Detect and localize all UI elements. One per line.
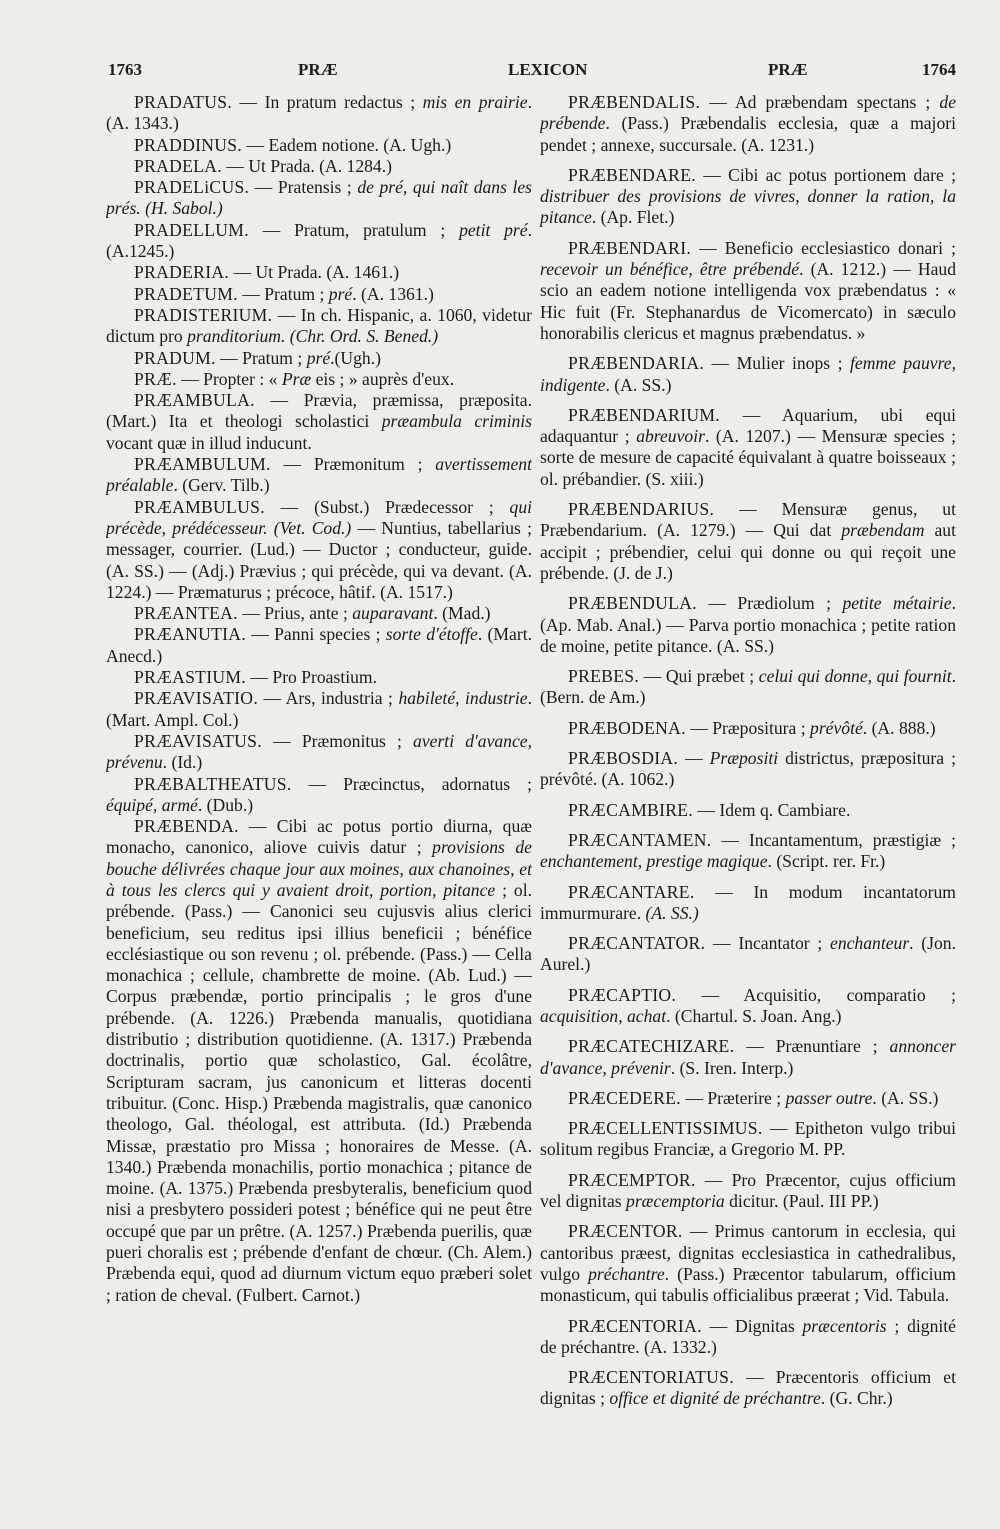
dictionary-entry xyxy=(106,156,532,177)
entry-translation: mis en prairie xyxy=(422,92,528,112)
entry-headword: PRÆCENTORIA. xyxy=(568,1315,702,1336)
entry-source: . (Jon. Aurel.) xyxy=(540,933,956,975)
entry-headword: PRÆANUTIA. xyxy=(134,624,246,645)
dictionary-entry xyxy=(540,92,956,156)
entry-translation: habileté, industrie xyxy=(398,688,528,709)
entry-source: . (Bern. de Am.) xyxy=(540,666,956,708)
dictionary-entry xyxy=(540,353,956,396)
dictionary-entry xyxy=(540,985,956,1028)
entry-definition: — Ut Prada. (A. 1461.) xyxy=(229,262,400,283)
entry-definition: — Cibi ac potus portio diurna, quæ monacho, canonico, aliove cuivis datur ; xyxy=(106,816,532,858)
entry-translation: de prébende xyxy=(540,92,956,134)
entry-source: . (Gerv. Tilb.) xyxy=(173,475,270,496)
entry-definition: — Præpositura ; xyxy=(685,717,811,738)
entry-translation: petit pré xyxy=(459,219,528,240)
dictionary-entry xyxy=(540,748,956,791)
entry-definition: — Epitheton vulgo tribui solitum regibus Franciæ, a Gregorio M. PP. xyxy=(540,1118,956,1160)
entry-translation: distribuer des provisions de vivres, donner la ration, la pitance xyxy=(540,186,956,228)
entry-translation: præbendam xyxy=(841,520,925,541)
entry-translation: petite métairie xyxy=(842,593,952,614)
entry-headword: PRÆCAMBIRE. xyxy=(568,799,694,820)
entry-definition: — Mulier inops ; xyxy=(704,353,850,374)
dictionary-entry xyxy=(106,220,532,263)
left-column xyxy=(106,92,532,1512)
entry-translation: prévôté xyxy=(810,717,863,738)
entry-definition: — Præmonitum ; xyxy=(270,454,436,475)
dictionary-entry xyxy=(106,284,532,305)
entry-translation: averti d'avance, prévenu xyxy=(106,730,532,773)
dictionary-entry xyxy=(540,1036,956,1079)
dictionary-entry xyxy=(540,1367,956,1410)
entry-definition: — xyxy=(678,748,710,769)
entry-source: districtus, præpositura ; prévôté. (A. 1062.) xyxy=(540,748,956,790)
entry-translation: annoncer d'avance, prévenir xyxy=(540,1036,956,1078)
page-header xyxy=(108,60,956,86)
entry-source: ; dignité de préchantre. (A. 1332.) xyxy=(540,1315,956,1357)
entry-source: ; ol. prébende. (Pass.) — Canonici seu cujusvis alius clerici beneficium, seu reditus ipsi illius beneficii ; bénéfice ecclésiastique ou son revenu ; ol. prébende. (Pass.) — Cella monachica ; cellule, chambrette de moine. (Ab. Lud.) — Corpus præbendæ, portio principalis ; le gros d'une prébende. (A. 1226.) Præbenda manualis, quotidiana distributio ; distribution quotidienne. (A. 1317.) Præbenda doctrinalis, portio quæ scholastico, Gal. écolâtre, Scripturam sacram, jus canonicum et litteras docenti tribuitur. (Conc. Hisp.) Præbenda magistralis, quæ canonico theologo, Gal. théologal, est attributa. (Id.) Præbenda Missæ, præstatio pro Missa ; honoraires de Messe. (A. 1340.) Præbenda monachilis, portio monachica ; pitance de moine. (A. 1375.) Præbenda presbyteralis, beneficium quod nisi a presbytero possideri potest ; bénéfice qui ne peut être occupé que par un prêtre. (A. 1257.) Præbenda puerilis, quæ pueri choralis est ; prébende d'enfant de chœur. (Ch. Alem.) Præbenda equi, quod ad diurnum victum equo præberi solet ; ration de cheval. (Fulbert. Carnot.) xyxy=(106,879,532,1305)
entry-source: . (Script. rer. Fr.) xyxy=(767,851,886,872)
entry-definition: — Ars, industria ; xyxy=(258,688,399,709)
entry-source: . (Mart. Anecd.) xyxy=(106,624,532,666)
left-running-title: PRÆ xyxy=(298,60,338,79)
entry-definition: — Pro Proastium. xyxy=(246,667,377,688)
entry-source: vocant quæ in illud inducunt. xyxy=(106,432,312,453)
entry-definition: — Qui præbet ; xyxy=(639,666,759,687)
entry-definition: — Dignitas xyxy=(701,1315,803,1336)
left-page-number: 1763 xyxy=(108,60,142,79)
entry-headword: PRADATUS. xyxy=(134,92,233,112)
entry-definition: — In modum incantatorum immurmurare. xyxy=(540,881,956,923)
dictionary-entry xyxy=(106,369,532,390)
dictionary-entry xyxy=(540,830,956,873)
right-running-title: PRÆ xyxy=(768,60,808,79)
entry-source: dicitur. (Paul. III PP.) xyxy=(724,1191,879,1212)
entry-headword: PRÆAMBULUS. xyxy=(134,496,265,517)
entry-headword: PRÆBOSDIA. xyxy=(568,748,679,769)
entry-headword: PRADUM. xyxy=(134,347,216,368)
dictionary-entry xyxy=(540,499,956,584)
entry-headword: PRÆBALTHEATUS. xyxy=(134,773,292,794)
entry-source: . (A. SS.) xyxy=(872,1087,939,1108)
dictionary-entry xyxy=(106,92,532,135)
entry-source: . (Dub.) xyxy=(197,794,254,815)
entry-translation: équipé, armé xyxy=(106,794,198,815)
dictionary-entry xyxy=(106,497,532,603)
entry-definition: — Pratum ; xyxy=(237,283,329,304)
entry-source: eis ; » auprès d'eux. xyxy=(311,368,455,389)
entry-definition: — Beneficio ecclesiastico donari ; xyxy=(691,237,956,258)
entry-source: . (A.1245.) xyxy=(106,219,532,262)
entry-definition: — Incantator ; xyxy=(705,933,831,954)
dictionary-entry xyxy=(540,405,956,490)
entry-headword: PRADERIA. xyxy=(134,262,230,283)
entry-headword: PRÆBENDARIUS. xyxy=(568,499,715,520)
entry-translation: abreuvoir xyxy=(636,426,705,447)
entry-headword: PRÆBENDA. xyxy=(134,816,239,837)
dictionary-entry xyxy=(106,390,532,454)
dictionary-entry xyxy=(540,933,956,976)
dictionary-entry xyxy=(106,688,532,731)
entry-translation: auparavant xyxy=(352,603,434,624)
dictionary-entry xyxy=(106,305,532,348)
entry-source: .(Ugh.) xyxy=(330,347,381,368)
dictionary-entry xyxy=(106,774,532,817)
entry-translation: pranditorium. (Chr. Ord. S. Bened.) xyxy=(187,326,439,347)
entry-definition: — Pratensis ; xyxy=(249,177,358,198)
entry-headword: PRADETUM. xyxy=(134,283,238,304)
dictionary-entry xyxy=(106,177,532,220)
entry-headword: PRÆCEMPTOR. xyxy=(568,1169,696,1190)
dictionary-entry xyxy=(106,348,532,369)
dictionary-entry xyxy=(540,593,956,657)
entry-source: . (A. 1212.) — Haud scio an eadem notione intelligenda vox præbendatus : « Hic fuit (Fr. Stephanardus de Vicomercato) in sæculo honorabilis clericus et magnus præbendatus. » xyxy=(540,259,956,343)
dictionary-entry xyxy=(540,1088,956,1109)
entry-headword: PRÆCANTARE. xyxy=(568,881,695,902)
entry-definition: — Præcentoris officium et dignitas ; xyxy=(540,1367,956,1409)
entry-headword: PRÆAMBULA. xyxy=(134,390,255,411)
dictionary-entry xyxy=(540,1118,956,1161)
entry-headword: PRÆCENTORIATUS. xyxy=(568,1367,734,1388)
entry-headword: PRÆ. xyxy=(134,368,177,389)
entry-source: . (A. SS.) xyxy=(605,374,672,395)
entry-definition: — Ad præbendam spectans ; xyxy=(700,92,940,112)
entry-translation: préchantre xyxy=(588,1263,665,1284)
dictionary-entry xyxy=(106,262,532,283)
dictionary-entry xyxy=(540,165,956,229)
entry-translation: de pré, qui naît dans les prés. (H. Sabol.) xyxy=(106,177,532,219)
entry-definition: — Præmonitus ; xyxy=(261,730,414,751)
entry-source: . (S. Iren. Interp.) xyxy=(670,1057,794,1078)
entry-source: . (Mart. Ampl. Col.) xyxy=(106,688,532,730)
entry-definition: — Incantamentum, præstigiæ ; xyxy=(711,829,956,850)
entry-definition: — In pratum redactus ; xyxy=(232,92,423,112)
entry-translation: office et dignité de préchantre xyxy=(609,1388,821,1409)
dictionary-entry xyxy=(106,667,532,688)
entry-headword: PRADELLUM. xyxy=(134,219,249,240)
entry-translation: avertissement préalable xyxy=(106,454,532,496)
entry-translation: præcemptoria xyxy=(626,1191,725,1212)
dictionary-entry xyxy=(540,1170,956,1213)
entry-source: . (G. Chr.) xyxy=(820,1388,893,1409)
dictionary-entry xyxy=(540,666,956,709)
entry-definition: — Pratum ; xyxy=(215,347,307,368)
right-column xyxy=(540,92,956,1512)
center-running-title: LEXICON xyxy=(508,60,588,79)
entry-headword: PRÆCANTATOR. xyxy=(568,933,706,954)
dictionary-entry xyxy=(540,238,956,344)
dictionary-entry xyxy=(540,882,956,925)
entry-definition: — Prænuntiare ; xyxy=(734,1036,890,1057)
entry-headword: PRÆCEDERE. xyxy=(568,1087,681,1108)
entry-headword: PRÆBODENA. xyxy=(568,717,686,738)
dictionary-entry xyxy=(106,135,532,156)
entry-source: . (A. 888.) xyxy=(862,717,936,738)
entry-definition: — Ut Prada. (A. 1284.) xyxy=(221,155,392,176)
entry-translation: passer outre xyxy=(785,1087,873,1108)
entry-headword: PRÆCENTOR. xyxy=(568,1221,683,1242)
entry-translation: sorte d'étoffe xyxy=(385,624,478,645)
entry-source: . (Ap. Flet.) xyxy=(591,207,675,228)
entry-headword: PRÆASTIUM. xyxy=(134,667,247,688)
entry-definition: — (Subst.) Prædecessor ; xyxy=(264,496,510,517)
entry-translation: provisions de bouche délivrées chaque jour aux moines, aux chanoines, et à tous les clercs qui y avaient droit, portion, pitance xyxy=(106,837,532,900)
dictionary-entry xyxy=(106,816,532,1306)
entry-source: . (Mad.) xyxy=(433,603,491,624)
entry-definition: — Propter : « xyxy=(176,368,282,389)
entry-translation: qui précède, prédécesseur. (Vet. Cod.) xyxy=(106,496,532,538)
entry-headword: PRÆCAPTIO. xyxy=(568,984,677,1005)
dictionary-entry xyxy=(106,454,532,497)
entry-translation: enchantement, prestige magique xyxy=(540,851,768,872)
entry-translation: femme pauvre, indigente xyxy=(540,353,956,395)
entry-translation: præambula criminis xyxy=(381,411,532,432)
entry-definition: — Præterire ; xyxy=(680,1087,786,1108)
entry-translation: acquisition, achat xyxy=(540,1005,667,1026)
entry-translation: celui qui donne, qui fournit xyxy=(758,666,952,687)
entry-source: . (Chartul. S. Joan. Ang.) xyxy=(666,1005,842,1026)
entry-source: . (Ap. Mab. Anal.) — Parva portio monachica ; petite ration de moine, petite pitance. (A. SS.) xyxy=(540,593,956,656)
entry-headword: PRÆAVISATUS. xyxy=(134,730,262,751)
entry-translation: pré xyxy=(328,283,353,304)
entry-translation: (A. SS.) xyxy=(645,902,699,923)
entry-headword: PRÆAVISATIO. xyxy=(134,688,259,709)
entry-headword: PRADELA. xyxy=(134,155,222,176)
entry-definition: — Panni species ; xyxy=(246,624,386,645)
entry-definition: — Acquisitio, comparatio ; xyxy=(676,984,956,1005)
entry-headword: PREBES. xyxy=(568,666,640,687)
dictionary-entry xyxy=(540,1316,956,1359)
dictionary-entry xyxy=(106,603,532,624)
entry-definition: — Pro Præcentor, cujus officium vel dignitas xyxy=(540,1169,956,1212)
entry-source: . (A. 1361.) xyxy=(352,283,434,304)
entry-definition: — Pratum, pratulum ; xyxy=(248,219,460,240)
entry-definition: — Eadem notione. (A. Ugh.) xyxy=(242,134,452,155)
entry-translation: pré xyxy=(306,347,331,368)
entry-definition: — Primus cantorum in ecclesia, qui cantoribus præest, dignitas ecclesiastica in cathedralibus, vulgo xyxy=(540,1221,956,1284)
entry-headword: PRÆBENDARIA. xyxy=(568,353,705,374)
entry-headword: PRADISTERIUM. xyxy=(134,304,273,325)
entry-translation: Præ xyxy=(281,368,312,389)
entry-headword: PRÆBENDARE. xyxy=(568,164,696,185)
entry-definition: — Cibi ac potus portionem dare ; xyxy=(695,164,956,185)
entry-translation: Præpositi xyxy=(709,748,779,769)
entry-headword: PRÆCANTAMEN. xyxy=(568,829,712,850)
entry-definition: — Aquarium, ubi equi adaquantur ; xyxy=(540,404,956,447)
entry-source: . (Pass.) Præcentor tabularum, officium monasticum, qui tabulis officialibus præerat ; Vid. Tabula. xyxy=(540,1263,956,1306)
entry-definition: — Prius, ante ; xyxy=(237,603,353,624)
entry-source: — Nuntius, tabellarius ; messager, courrier. (Lud.) — Ductor ; conducteur, guide. (A. SS.) — (Adj.) Prævius ; qui précède, qui va devant. (A. 1224.) — Præmaturus ; précoce, hâtif. (A. 1517.) xyxy=(106,517,532,602)
entry-definition: — Idem q. Cambiare. xyxy=(693,799,851,820)
entry-headword: PRÆBENDARIUM. xyxy=(568,404,721,425)
entry-headword: PRÆCATECHIZARE. xyxy=(568,1036,735,1057)
entry-source: . (A. 1343.) xyxy=(106,92,532,134)
dictionary-entry xyxy=(106,731,532,774)
entry-headword: PRÆBENDALIS. xyxy=(568,92,701,112)
right-page-number: 1764 xyxy=(922,60,956,79)
entry-headword: PRÆAMBULUM. xyxy=(134,454,271,475)
entry-source: aut accipit ; prébendier, celui qui donne ou qui reçoit une prébende. (J. de J.) xyxy=(540,520,956,583)
entry-translation: recevoir un bénéfice, être prébendé xyxy=(540,259,800,280)
entry-source: . (Pass.) Præbendalis ecclesia, quæ a majori pendet ; annexe, succursale. (A. 1231.) xyxy=(540,113,956,155)
entry-definition: — Mensuræ genus, ut Præbendarium. (A. 1279.) — Qui dat xyxy=(540,499,956,541)
entry-definition: — In ch. Hispanic, a. 1060, videtur dictum pro xyxy=(106,304,532,347)
entry-translation: enchanteur xyxy=(830,933,910,954)
entry-definition: — Prædiolum ; xyxy=(696,593,843,614)
entry-definition: — Præcinctus, adornatus ; xyxy=(291,773,532,794)
dictionary-entry xyxy=(540,800,956,821)
dictionary-entry xyxy=(540,718,956,739)
entry-headword: PRADDINUS. xyxy=(134,134,243,155)
entry-definition: — Prævia, præmissa, præposita. (Mart.) Ita et theologi scholastici xyxy=(106,390,532,432)
entry-headword: PRÆANTEA. xyxy=(134,603,238,624)
entry-headword: PRÆCELLENTISSIMUS. xyxy=(568,1118,763,1139)
dictionary-entry xyxy=(106,624,532,667)
entry-translation: præcentoris xyxy=(802,1315,887,1336)
entry-source: . (A. 1207.) — Mensuræ species ; sorte de mesure de capacité équivalant à quatre boisseaux ; ol. prébandier. (S. xiii.) xyxy=(540,426,956,489)
entry-headword: PRÆBENDULA. xyxy=(568,593,697,614)
entry-headword: PRÆBENDARI. xyxy=(568,237,692,258)
entry-source: . (Id.) xyxy=(162,752,203,773)
dictionary-entry xyxy=(540,1221,956,1306)
entry-headword: PRADELiCUS. xyxy=(134,177,250,198)
